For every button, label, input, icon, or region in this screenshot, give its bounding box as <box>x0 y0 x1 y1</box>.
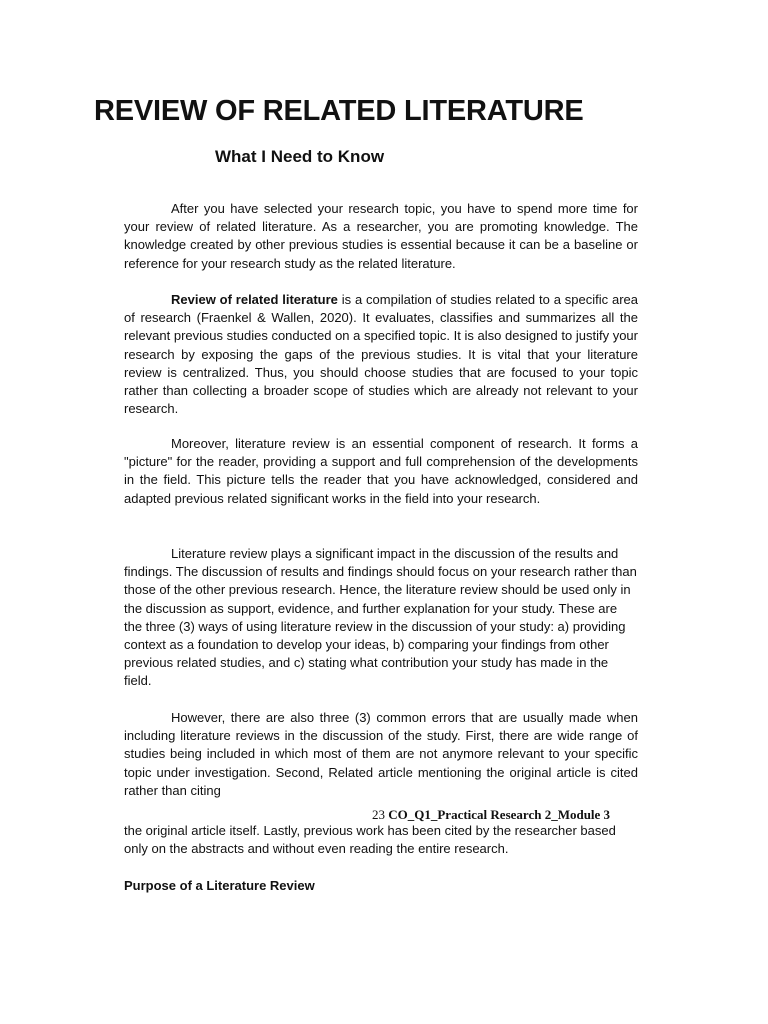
page-number: 23 <box>372 807 385 822</box>
paragraph-common-errors: However, there are also three (3) common errors that are usually made when including literature reviews in the discussion of the study. First, there are wide range of studies being included in which most of them are not anymore relevant to your specific topic under investigation. Second, Related article mentioning the original article is cited rather than citing <box>124 710 638 798</box>
paragraph-importance: Moreover, literature review is an essential component of research. It forms a "picture" for the reader, providing a support and full comprehension of the developments in the field. This picture tells the reader that you have acknowledged, considered and adapted previous related significant works in the field into your research. <box>124 436 638 506</box>
definition-text: is a compilation of studies related to a specific area of research (Fraenkel & Wallen, 2020). It evaluates, classifies and summarizes all the relevant previous studies conducted on a specified topic. It is also designed to justify your research by exposing the gaps of the previous studies. It is vital that your literature review is centralized. Thus, you should choose studies that are focused to your topic rather than collecting a broader scope of studies which are already not relevant to your research. <box>124 292 638 417</box>
section-subtitle: What I Need to Know <box>215 147 385 166</box>
module-label: CO_Q1_Practical Research 2_Module 3 <box>388 807 611 822</box>
paragraph-continuation: the original article itself. Lastly, previous work has been cited by the researcher based only on the abstracts and without even reading the entire research. <box>124 823 616 857</box>
paragraph-intro: After you have selected your research topic, you have to spend more time for your review of related literature. As a researcher, you are promoting knowledge. The knowledge created by other previous studies is essential because it can be a baseline or reference for your research study as the related literature. <box>124 201 638 271</box>
paragraph-discussion: Literature review plays a significant impact in the discussion of the results and findings. The discussion of results and findings should focus on your research rather than those of the other previous research. Hence, the literature review should be used only in the discussion as support, evidence, and further explanation for your study. These are the three (3) ways of using literature review in the discussion of your study: a) providing context as a foundation to develop your ideas, b) comparing your findings from other previous related studies, and c) stating what contribution your study has made in the field. <box>124 546 637 689</box>
paragraph-definition <box>124 291 638 418</box>
definition-term: Review of related literature <box>171 292 338 307</box>
page-title: REVIEW OF RELATED LITERATURE <box>94 95 584 127</box>
section-heading-purpose: Purpose of a Literature Review <box>124 878 315 893</box>
